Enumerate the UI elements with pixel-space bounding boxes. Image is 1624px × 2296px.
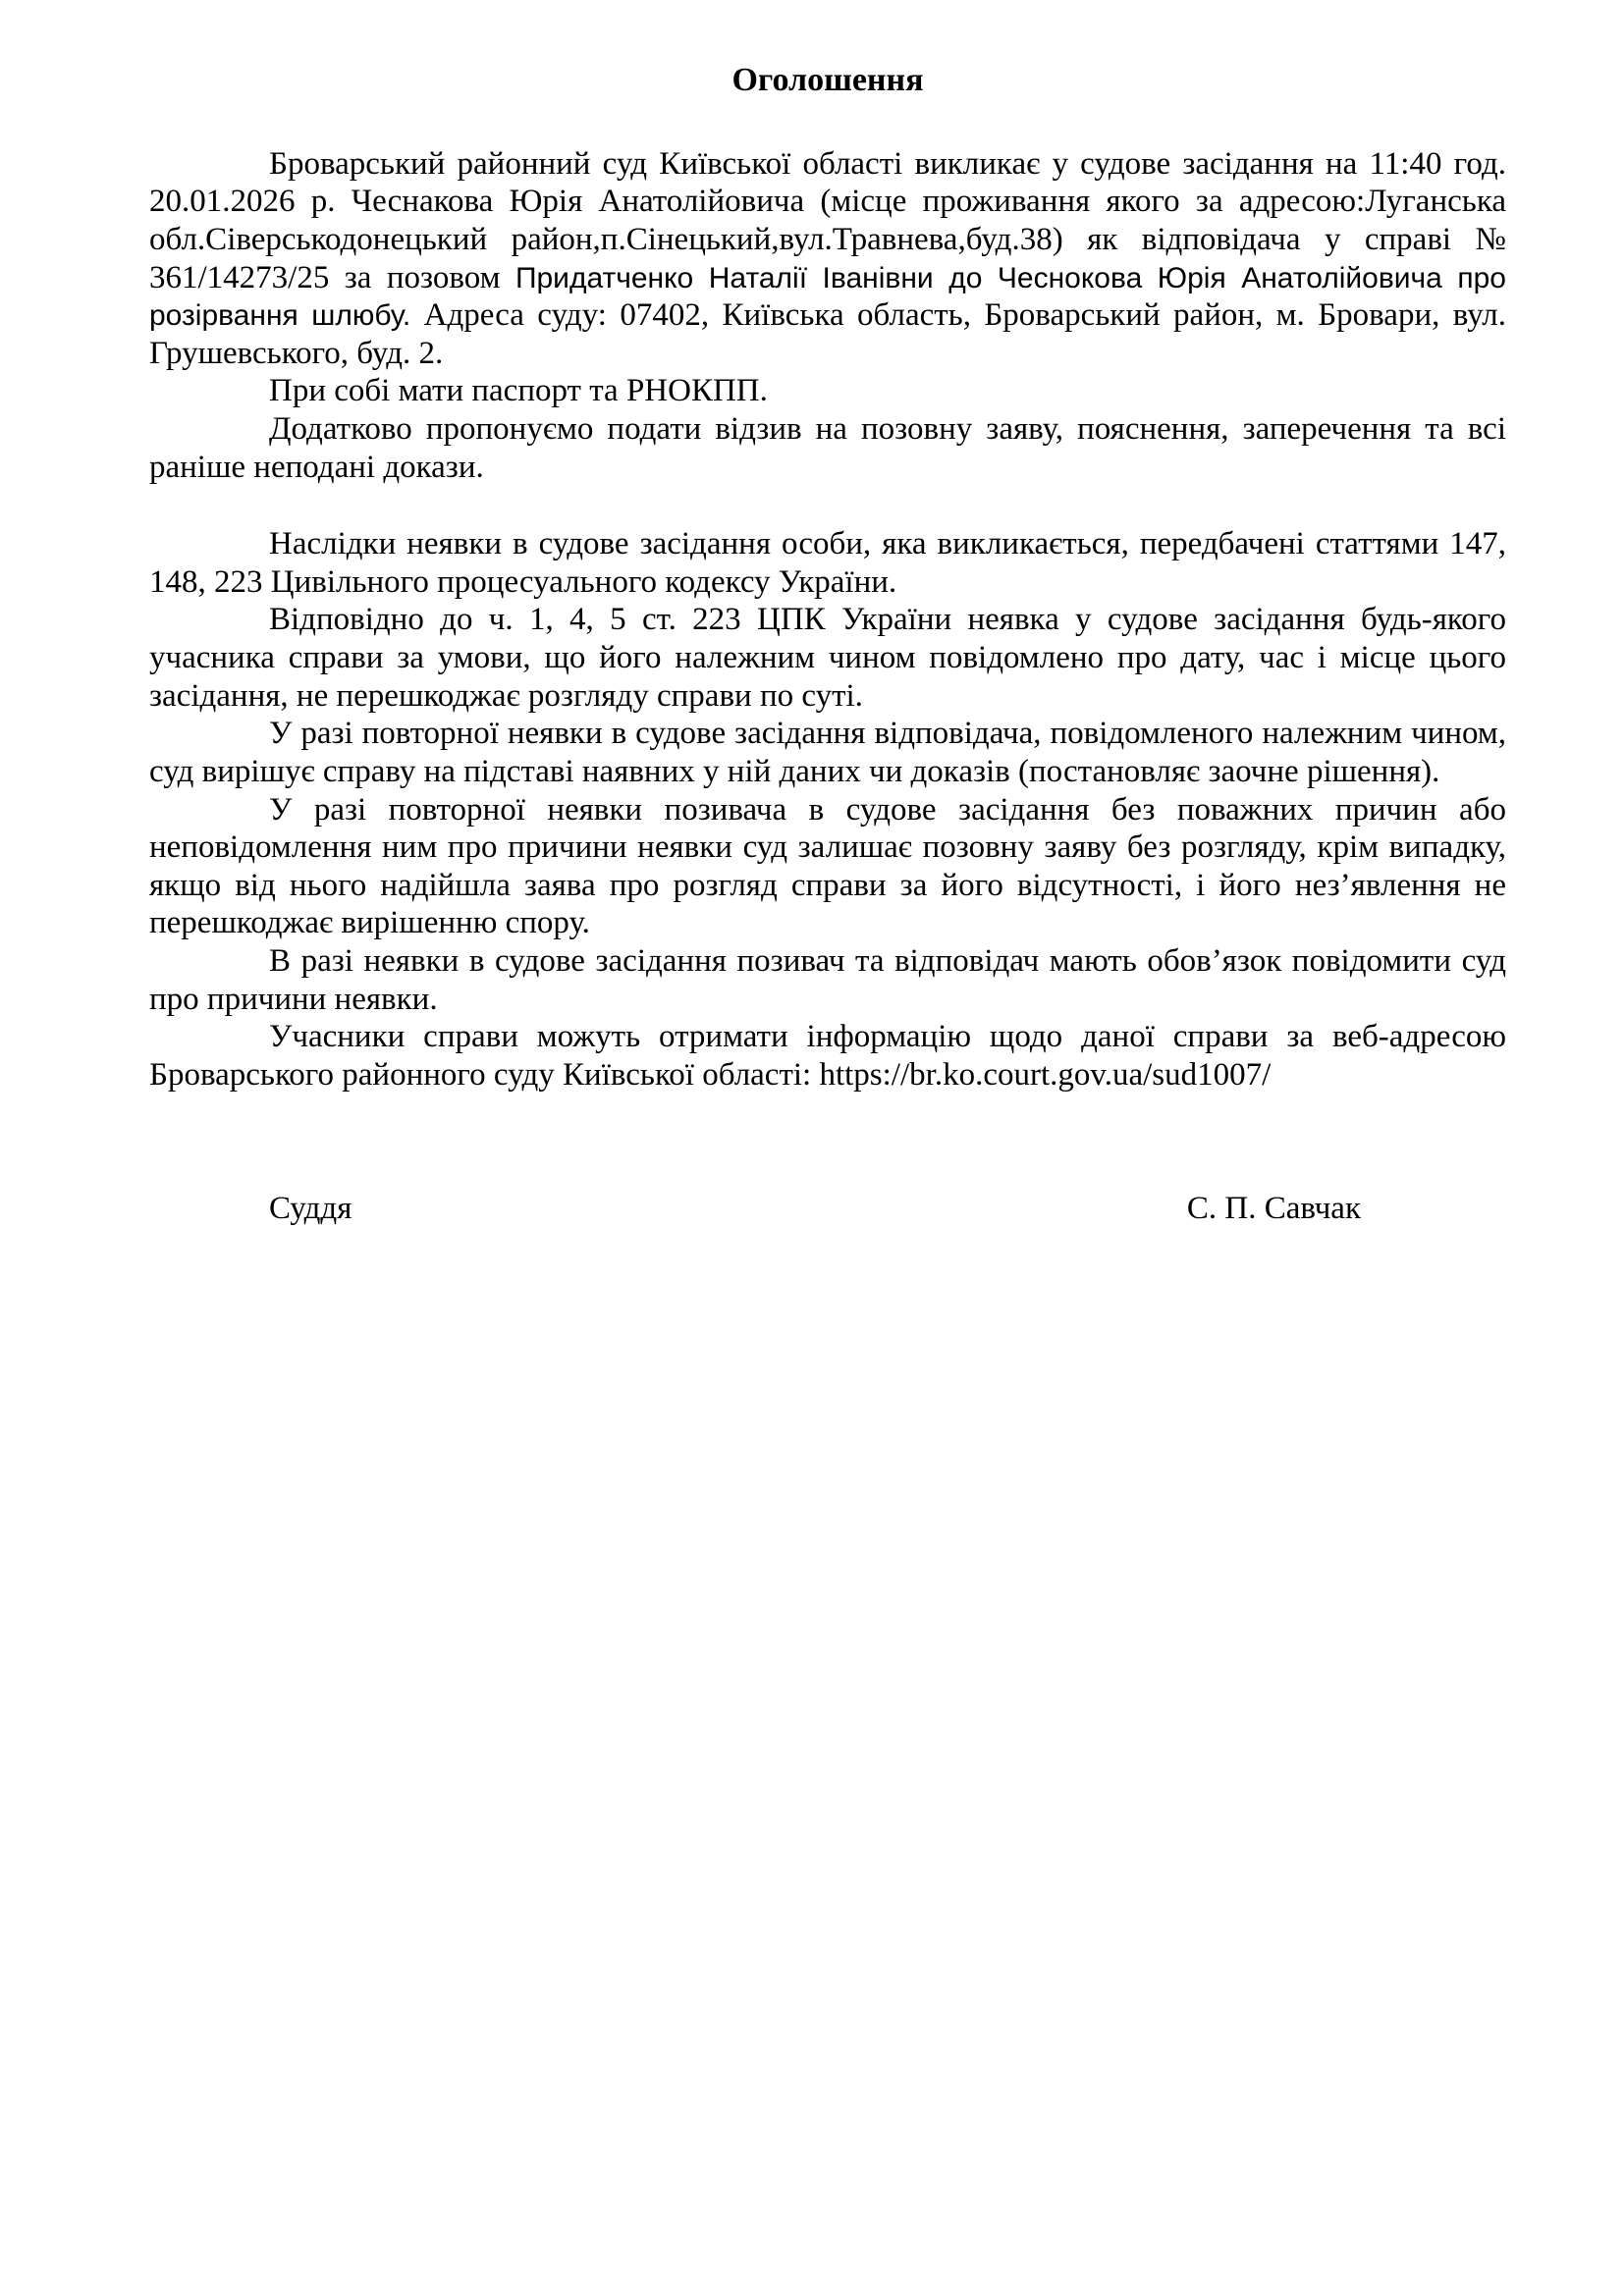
text-run: Учасники справи можуть отримати інформацію щодо даної справи за веб-адресою Броварського районного суду Київської області: https://br.ko.court.gov.ua/sud1007/ bbox=[149, 1019, 1506, 1093]
signature-row bbox=[149, 1190, 1506, 1228]
text-run: Відповідно до ч. 1, 4, 5 ст. 223 ЦПК України неявка у судове засідання будь-якого учасника справи за умови, що його належним чином повідомлено про дату, час і місце цього засідання, не перешкоджає розгляду справи по суті. bbox=[149, 602, 1506, 714]
text-run: Додатково пропонуємо подати відзив на позовну заяву, пояснення, заперечення та всі раніше неподані докази. bbox=[149, 411, 1506, 485]
paragraph bbox=[149, 791, 1506, 942]
text-run: У разі повторної неявки в судове засідання відповідача, повідомленого належним чином, суд вирішує справу на підставі наявних у ній даних чи доказів (постановляє заочне рішення). bbox=[149, 716, 1506, 789]
text-run: У разі повторної неявки позивача в судове засідання без поважних причин або неповідомлення ним про причини неявки суд залишає позовну заяву без розгляду, крім випадку, якщо від нього надійшла заява про розгляд справи за його відсутності, і його нез’явлення не перешкоджає вирішенню спору. bbox=[149, 791, 1506, 941]
document-title: Оголошення bbox=[731, 62, 924, 98]
paragraph bbox=[149, 145, 1506, 373]
signature-name: С. П. Савчак bbox=[1186, 1191, 1361, 1227]
paragraph bbox=[149, 525, 1506, 601]
text-run: В разі неявки в судове засідання позивач та відповідач мають обов’язок повідомити суд про причини неявки. bbox=[149, 942, 1506, 1017]
text-run: Наслідки неявки в судове засідання особи, яка викликається, передбачені статтями 147, 148, 223 Цивільного процесуального кодексу України. bbox=[149, 526, 1506, 600]
signature-role: Суддя bbox=[269, 1191, 352, 1227]
text-run: При собі мати паспорт та РНОКПП. bbox=[269, 373, 768, 409]
document-body bbox=[149, 145, 1506, 1095]
paragraph bbox=[149, 1018, 1506, 1094]
text-run: Придатченко Наталії Іванівни до Чеснокова Юрія Анатолійовича про розірвання шлюбу. bbox=[149, 261, 1506, 333]
text-run: Адреса суду: 07402, Київська область, Броварський район, м. Бровари, вул. Грушевського, буд. 2. bbox=[149, 297, 1506, 371]
paragraph bbox=[149, 410, 1506, 486]
paragraph bbox=[149, 601, 1506, 715]
paragraph bbox=[149, 715, 1506, 790]
paragraph bbox=[149, 372, 1506, 410]
paragraph bbox=[149, 942, 1506, 1018]
text-run: Броварський районний суд Київської області викликає у судове засідання на 11:40 год. 20.01.2026 р. Чеснакова Юрія Анатолійовича (місце проживання якого за адресою:Луганська обл.Сіверськодонецький район,п.Сінецький,вул.Травнева,буд.38) як відповідача у справі № 361/14273/25 за позовом bbox=[149, 145, 1506, 295]
